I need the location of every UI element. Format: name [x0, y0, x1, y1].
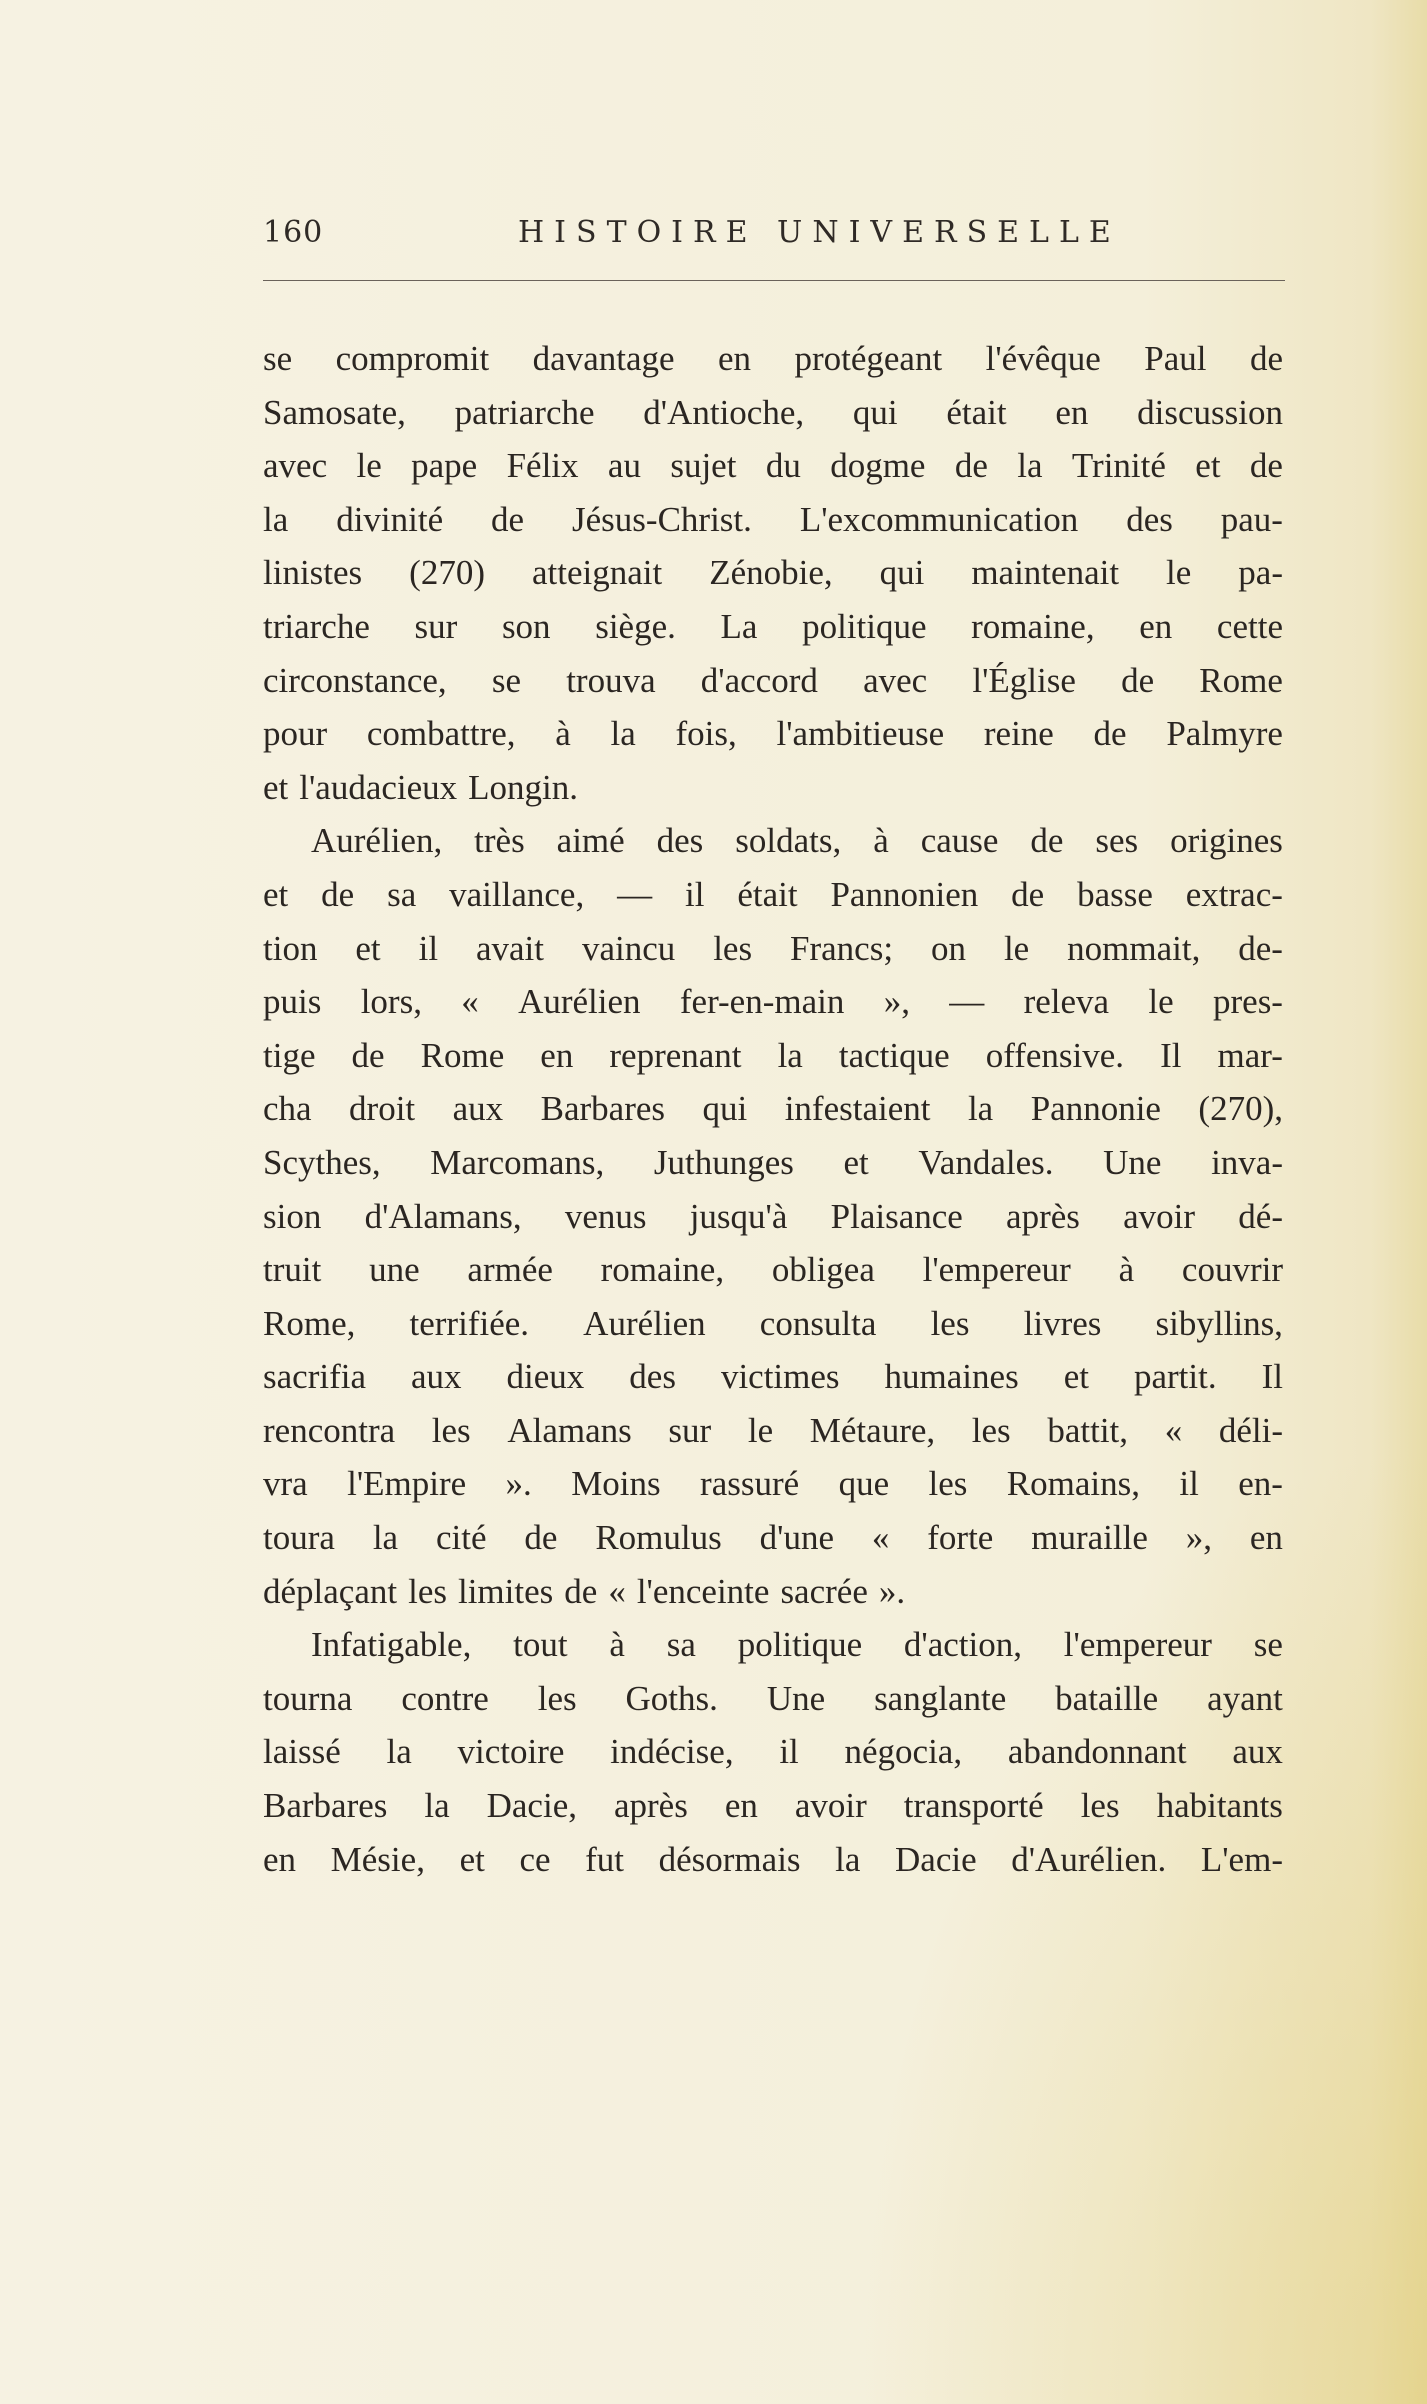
header-rule	[263, 280, 1285, 281]
text-line: triarche sur son siège. La politique romaine, en cette	[263, 606, 1283, 646]
text-line: cha droit aux Barbares qui infestaient la Pannonie (270),	[263, 1089, 1283, 1129]
text-line: pour combattre, à la fois, l'ambitieuse reine de Palmyre	[263, 714, 1283, 754]
text-line: laissé la victoire indécise, il négocia, abandonnant aux	[263, 1732, 1283, 1772]
text-line: Infatigable, tout à sa politique d'action, l'empereur se	[311, 1625, 1283, 1665]
text-line: avec le pape Félix au sujet du dogme de la Trinité et de	[263, 446, 1283, 486]
text-line: et de sa vaillance, — il était Pannonien de basse extrac-	[263, 874, 1283, 914]
text-line: la divinité de Jésus-Christ. L'excommunication des pau-	[263, 499, 1283, 539]
text-line: sion d'Alamans, venus jusqu'à Plaisance après avoir dé-	[263, 1196, 1283, 1236]
text-line: tige de Rome en reprenant la tactique offensive. Il mar-	[263, 1035, 1283, 1075]
text-line: tion et il avait vaincu les Francs; on le nommait, de-	[263, 928, 1283, 968]
text-line: vra l'Empire ». Moins rassuré que les Romains, il en-	[263, 1464, 1283, 1504]
text-line: truit une armée romaine, obligea l'empereur à couvrir	[263, 1250, 1283, 1290]
text-line: Barbares la Dacie, après en avoir transporté les habitants	[263, 1786, 1283, 1826]
text-line: linistes (270) atteignait Zénobie, qui maintenait le pa-	[263, 553, 1283, 593]
body-text	[263, 332, 1283, 1886]
text-line: Rome, terrifiée. Aurélien consulta les livres sibyllins,	[263, 1303, 1283, 1343]
text-line: rencontra les Alamans sur le Métaure, les battit, « déli-	[263, 1410, 1283, 1450]
text-line: puis lors, « Aurélien fer-en-main », — releva le pres-	[263, 982, 1283, 1022]
text-line: Aurélien, très aimé des soldats, à cause de ses origines	[311, 821, 1283, 861]
running-title: HISTOIRE UNIVERSELLE	[518, 215, 1121, 250]
text-line: sacrifia aux dieux des victimes humaines et partit. Il	[263, 1357, 1283, 1397]
running-head	[263, 215, 1283, 265]
page-number: 160	[263, 215, 324, 250]
text-line: se compromit davantage en protégeant l'évêque Paul de	[263, 339, 1283, 378]
text-line: en Mésie, et ce fut désormais la Dacie d'Aurélien. L'em-	[263, 1839, 1283, 1879]
text-line: toura la cité de Romulus d'une « forte muraille », en	[263, 1518, 1283, 1558]
text-line: tourna contre les Goths. Une sanglante bataille ayant	[263, 1678, 1283, 1718]
text-line: circonstance, se trouva d'accord avec l'Église de Rome	[263, 660, 1283, 700]
text-line: Scythes, Marcomans, Juthunges et Vandales. Une inva-	[263, 1142, 1283, 1182]
text-line: déplaçant les limites de « l'enceinte sacrée ».	[263, 1571, 906, 1611]
text-line: Samosate, patriarche d'Antioche, qui était en discussion	[263, 392, 1283, 432]
text-line: et l'audacieux Longin.	[263, 767, 579, 807]
